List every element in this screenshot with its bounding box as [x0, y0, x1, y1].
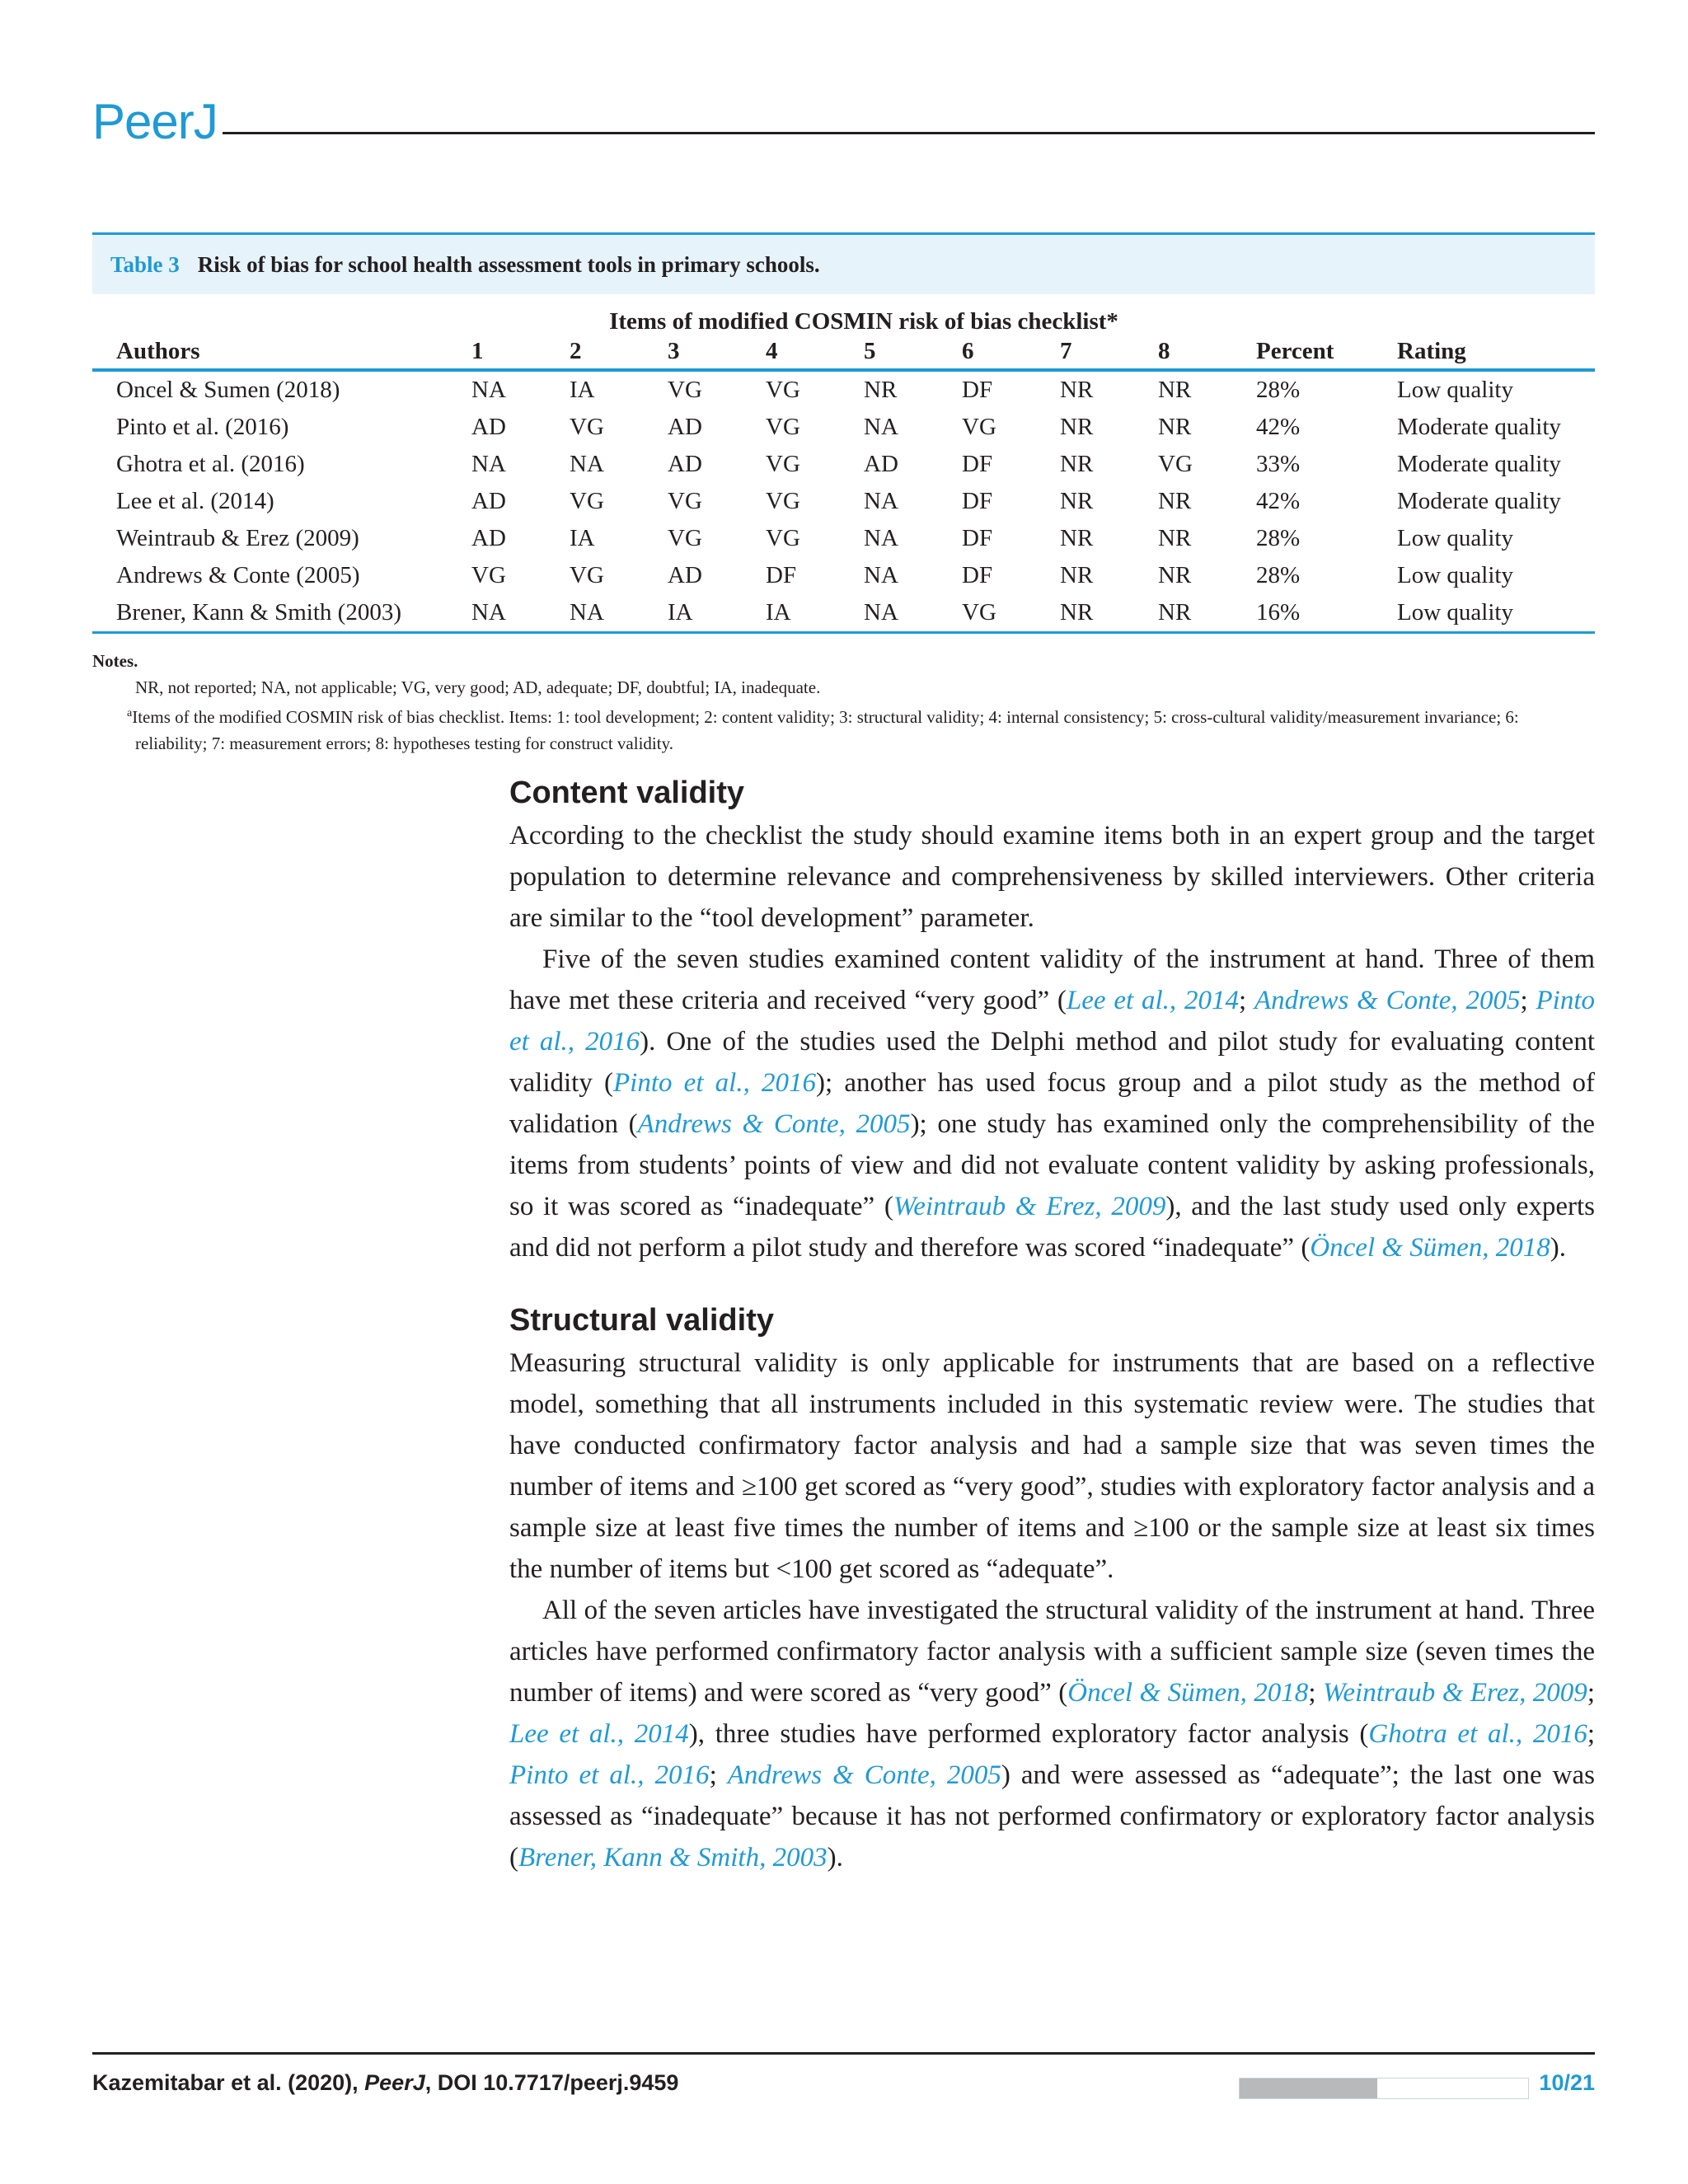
column-header: 2	[570, 335, 668, 370]
table-cell: 42%	[1256, 414, 1301, 440]
note-items: $^a$Items of the modified COSMIN risk of bias checklist. Items: 1: tool development; 2: content validity; 3: structural validity; 4: internal consistency; 5: cross-cultural validity/measurement invariance; 6: reliability; 7: measurement errors; 8: hypotheses testing for construct validity.	[127, 707, 1519, 753]
footer-rule	[92, 2052, 1595, 2055]
table-cell: Lee et al. (2014)	[116, 488, 274, 514]
citation-link[interactable]: Pinto et al., 2016	[509, 1760, 710, 1790]
citation-link[interactable]: Andrews & Conte, 2005	[637, 1109, 911, 1139]
table-cell: 28%	[1256, 377, 1301, 403]
table-cell: DF	[962, 525, 993, 551]
notes-heading: Notes.	[92, 651, 138, 671]
table-cell: VG	[766, 377, 800, 403]
citation-link[interactable]: Weintraub & Erez, 2009	[1322, 1678, 1587, 1708]
table-cell: Low quality	[1397, 594, 1595, 633]
column-header: 8	[1158, 335, 1256, 370]
citation-link[interactable]: Ghotra et al., 2016	[1368, 1719, 1587, 1749]
text-run: ) and were assessed as “adequate”; the last one was assessed as “inadequate” because it has not performed confirmatory or exploratory factor analysis (	[509, 1760, 1595, 1872]
table-cell: NA	[864, 525, 898, 551]
table-cell: VG	[471, 562, 506, 588]
table-cell: NR	[1060, 377, 1094, 403]
note-abbreviations: NR, not reported; NA, not applicable; VG, very good; AD, adequate; DF, doubtful; IA, inadequate.	[135, 677, 821, 697]
table-row	[92, 409, 1595, 446]
citation-link[interactable]: Lee et al., 2014	[509, 1719, 689, 1749]
text-run: Five of the seven studies examined content validity of the instrument at hand. Three of them have met these criteria and received “very good” (	[509, 944, 1595, 1015]
table-cell: VG	[570, 414, 604, 440]
text-run: ), and the last study used only experts and did not perform a pilot study and therefore was scored “inadequate” (	[509, 1192, 1595, 1263]
text-run: ;	[1520, 986, 1536, 1015]
table-cell: NR	[1158, 377, 1192, 403]
table-cell: DF	[962, 488, 993, 514]
heading-structural-validity: Structural validity	[509, 1303, 774, 1338]
table-cell: VG	[668, 377, 702, 403]
column-header: Percent	[1256, 335, 1397, 370]
table-cell: IA	[570, 525, 595, 551]
table-cell: VG	[766, 451, 800, 477]
table-cell: NA	[864, 594, 962, 633]
text-run: ).	[827, 1843, 843, 1872]
paragraph	[509, 939, 1595, 1268]
citation-link[interactable]: Pinto et al., 2016	[509, 986, 1596, 1057]
table-cell: Brener, Kann & Smith (2003)	[92, 594, 471, 633]
table-cell: AD	[668, 451, 702, 477]
table-cell: VG	[668, 525, 702, 551]
table-row	[92, 370, 1595, 409]
table-cell: 42%	[1256, 488, 1301, 514]
table-cell: VG	[570, 562, 604, 588]
text-run: ;	[1239, 986, 1255, 1015]
table-cell: NR	[1060, 562, 1094, 588]
table-label: Table 3	[110, 251, 180, 277]
table-cell: Oncel & Sumen (2018)	[116, 377, 340, 403]
text-run: ).	[1550, 1233, 1567, 1263]
column-header: 6	[962, 335, 1060, 370]
citation-link[interactable]: Öncel & Sümen, 2018	[1310, 1233, 1550, 1263]
table-cell: AD	[471, 488, 506, 514]
table-title: Risk of bias for school health assessment tools in primary schools.	[197, 251, 820, 277]
table-cell: NA	[570, 451, 604, 477]
peerj-logo: PeerJ	[92, 94, 218, 149]
column-header: 3	[668, 335, 766, 370]
header-rule	[223, 132, 1595, 134]
paragraph: Measuring structural validity is only applicable for instruments that are based on a reflective model, something that all instruments included in this systematic review were. The studies that have conducted confirmatory factor analysis and had a sample size that was seven times the number of items and ≥100 get scored as “very good”, studies with exploratory factor analysis and a sample size at least five times the number of items and ≥100 or the sample size at least six times the number of items but <100 get scored as “adequate”.	[509, 1348, 1595, 1584]
table-cell: NA	[570, 594, 668, 633]
text-run: ). One of the studies used the Delphi method and pilot study for evaluating content validity (	[509, 1027, 1595, 1098]
table-cell: DF	[962, 377, 993, 403]
table-cell: NR	[1158, 414, 1192, 440]
table-cell: IA	[668, 594, 766, 633]
paragraph: According to the checklist the study should examine items both in an expert group and the target population to determine relevance and comprehensiveness by skilled interviewers. Other criteria are similar to the “tool development” parameter.	[509, 821, 1595, 933]
citation-link[interactable]: Lee et al., 2014	[1066, 986, 1240, 1015]
table-row	[92, 594, 1595, 633]
table-cell: NA	[864, 562, 898, 588]
column-header: 5	[864, 335, 962, 370]
table-cell: AD	[471, 525, 506, 551]
progress-fill	[1240, 2079, 1377, 2098]
table-cell: NR	[1060, 525, 1094, 551]
table-cell: Pinto et al. (2016)	[116, 414, 289, 440]
table-cell: AD	[668, 414, 702, 440]
footer-citation: Kazemitabar et al. (2020), PeerJ, DOI 10.7717/peerj.9459	[92, 2070, 679, 2095]
text-run: ;	[1587, 1719, 1595, 1749]
table-cell: NR	[1158, 562, 1192, 588]
table-cell: AD	[668, 562, 702, 588]
risk-of-bias-table	[92, 294, 1595, 634]
table-cell: Moderate quality	[1397, 488, 1561, 514]
table-cell: VG	[962, 594, 1060, 633]
table-cell: 33%	[1256, 451, 1301, 477]
table-cell: IA	[766, 594, 864, 633]
table-row	[92, 446, 1595, 483]
table-cell: AD	[864, 451, 898, 477]
note-superscript: a	[127, 707, 133, 719]
table-cell: NR	[1158, 525, 1192, 551]
table-cell: NR	[1158, 488, 1192, 514]
table-super-header: Items of modified COSMIN risk of bias checklist*	[609, 308, 1118, 335]
table-cell: VG	[766, 488, 800, 514]
citation-link[interactable]: Andrews & Conte, 2005	[727, 1760, 1001, 1790]
table-cell: DF	[962, 451, 993, 477]
table-cell: Low quality	[1397, 525, 1513, 551]
table-cell: NR	[1060, 451, 1094, 477]
table-notes	[92, 648, 1595, 757]
text-run: ); one study has examined only the comprehensibility of the items from students’ points of view and did not evaluate content validity by asking professionals, so it was scored as “inadequate” (	[509, 1109, 1595, 1221]
table-cell: Andrews & Conte (2005)	[116, 562, 360, 588]
table-cell: 28%	[1256, 525, 1301, 551]
table-cell: NA	[471, 594, 570, 633]
table-cell: AD	[471, 414, 506, 440]
table-cell: NR	[1060, 488, 1094, 514]
table-cell: VG	[668, 488, 702, 514]
table-cell: VG	[962, 414, 996, 440]
table-cell: Low quality	[1397, 562, 1513, 588]
table-cell: NA	[471, 377, 506, 403]
text-run: ); another has used focus group and a pilot study as the method of validation (	[509, 1068, 1596, 1139]
citation-link[interactable]: Pinto et al., 2016	[613, 1068, 817, 1098]
table-cell: Ghotra et al. (2016)	[116, 451, 305, 477]
table-cell: 16%	[1256, 594, 1397, 633]
column-header: 1	[471, 335, 570, 370]
table-cell: Weintraub & Erez (2009)	[116, 525, 359, 551]
column-header: 7	[1060, 335, 1158, 370]
text-run: All of the seven articles have investigated the structural validity of the instrument at hand. Three articles have performed confirmatory factor analysis with a sufficient sample size (seven times the number of items) and were scored as “very good” (	[509, 1596, 1595, 1708]
table-cell: NR	[864, 377, 898, 403]
citation-link[interactable]: Öncel & Sümen, 2018	[1067, 1678, 1309, 1708]
table-row	[92, 520, 1595, 557]
column-header: 4	[766, 335, 864, 370]
text-run: ), three studies have performed exploratory factor analysis (	[688, 1719, 1369, 1749]
page-progress-bar	[1239, 2078, 1529, 2099]
table-cell: 28%	[1256, 562, 1301, 588]
heading-content-validity: Content validity	[509, 776, 745, 810]
text-run: ;	[1308, 1678, 1323, 1708]
citation-link[interactable]: Brener, Kann & Smith, 2003	[518, 1843, 828, 1872]
citation-link[interactable]: Andrews & Conte, 2005	[1254, 986, 1521, 1015]
table-cell: VG	[1158, 451, 1193, 477]
table-caption	[92, 232, 1595, 294]
citation-link[interactable]: Weintraub & Erez, 2009	[893, 1192, 1166, 1221]
table-cell: IA	[570, 377, 595, 403]
table-cell: NR	[1158, 594, 1256, 633]
page-number: 10/21	[1539, 2070, 1595, 2095]
table-cell: NR	[1060, 594, 1158, 633]
table-row	[92, 483, 1595, 520]
table-cell: NA	[471, 451, 506, 477]
table-cell: Low quality	[1397, 377, 1513, 403]
text-run: ;	[709, 1760, 728, 1790]
paragraph	[509, 1590, 1595, 1878]
table-cell: VG	[766, 525, 800, 551]
body-text	[509, 771, 1595, 1878]
text-run: ;	[1587, 1678, 1595, 1708]
table-cell: NR	[1060, 414, 1094, 440]
column-header: Rating	[1397, 335, 1595, 370]
table-cell: DF	[766, 562, 797, 588]
table-row	[92, 557, 1595, 594]
table-cell: NA	[864, 488, 898, 514]
table-cell: Moderate quality	[1397, 414, 1561, 440]
table-cell: Moderate quality	[1397, 451, 1561, 477]
table-cell: DF	[962, 562, 993, 588]
column-header: Authors	[92, 335, 471, 370]
table-cell: VG	[570, 488, 604, 514]
table-3	[92, 232, 1595, 634]
table-cell: NA	[864, 414, 898, 440]
table-cell: VG	[766, 414, 800, 440]
